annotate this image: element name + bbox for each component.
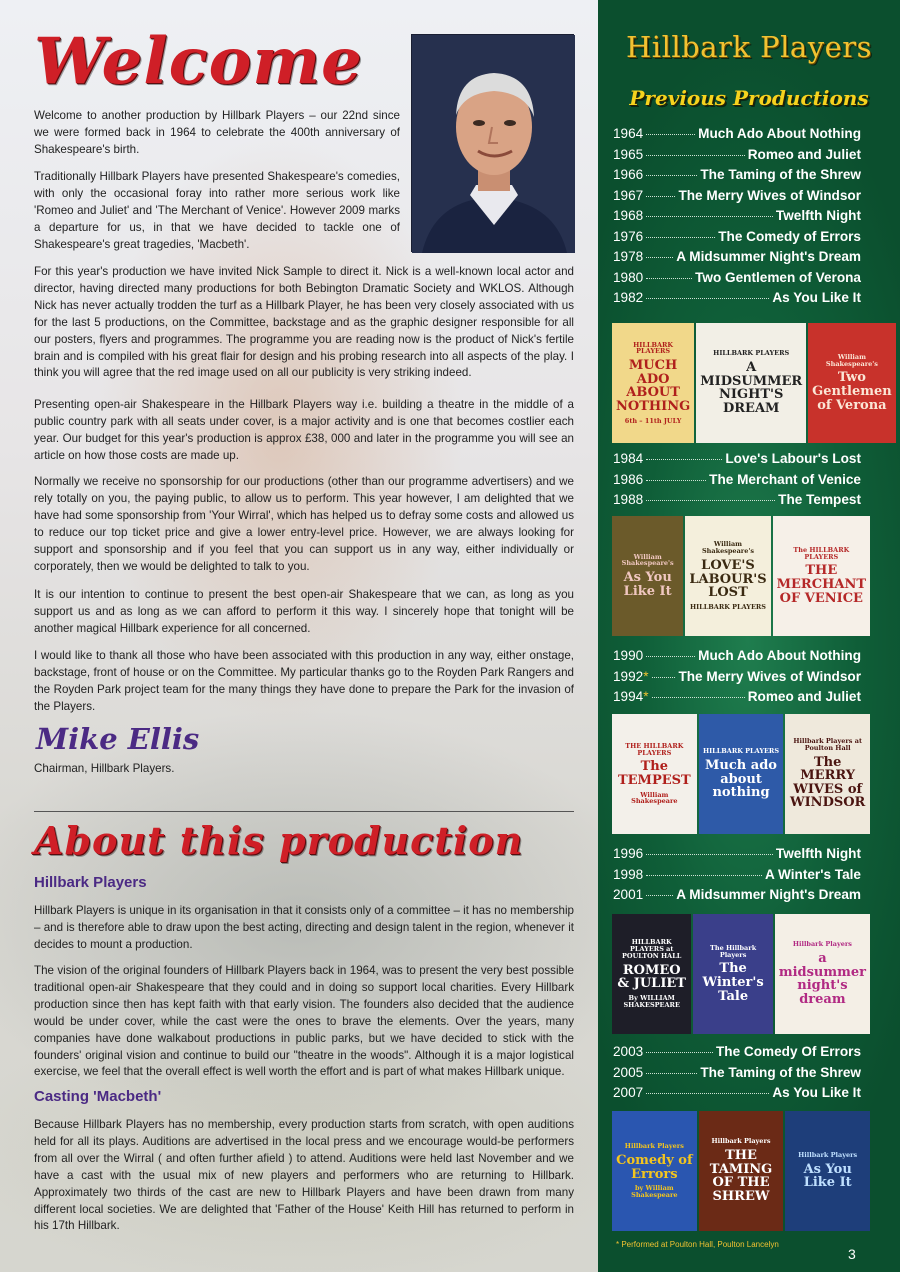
production-row (613, 270, 861, 291)
productions-list-3 (613, 648, 861, 710)
production-poster (685, 516, 770, 636)
production-title: The Merry Wives of Windsor (678, 668, 861, 684)
production-year: 1994 (613, 689, 644, 704)
page-number: 3 (848, 1246, 856, 1262)
production-title: The Taming of the Shrew (700, 167, 861, 182)
sidebar-title: Hillbark Players (626, 30, 872, 64)
poster-caption: THE HILLBARK PLAYERS (625, 741, 684, 757)
production-poster (612, 1111, 697, 1231)
production-poster (808, 323, 896, 443)
portrait-image (412, 35, 575, 253)
poster-title: Much ado about nothing (705, 757, 777, 801)
signature-role: Chairman, Hillbark Players. (34, 762, 175, 775)
poster-title: The MERRY WIVES of WINDSOR (790, 754, 866, 811)
poster-title: MUCH ADO ABOUT NOTHING (616, 358, 691, 415)
poster-caption: HILLBARK PLAYERS (633, 340, 674, 356)
welcome-paragraph-6: It is our intention to continue to present the best open-air Shakespeare that we can, as long as you support us and as long as we can afford to perform it this way. I sincerely hope that tonight will be another magical Hillbark experience for all concerned. (34, 588, 574, 635)
poster-strip-5 (612, 1111, 870, 1231)
production-year: 1992 (613, 668, 644, 684)
poster-caption: HILLBARK PLAYERS at POULTON HALL (622, 938, 682, 960)
production-title: The Merry Wives of Windsor (678, 187, 861, 203)
productions-list-1 (613, 126, 861, 311)
production-title: The Taming of the Shrew (700, 1064, 861, 1080)
poster-title: LOVE'S LABOUR'S LOST (689, 557, 767, 601)
production-row (613, 208, 861, 229)
poster-title: ROMEO & JULIET (617, 962, 686, 992)
welcome-paragraph-2: Traditionally Hillbark Players have presented Shakespeare's comedies, with only the occasional foray into rather more serious work like 'Romeo and Juliet' and 'The Merchant of Venice'. However 2009 marks a departure for us, in that we have decided to tackle one of Shakespeare's great tragedies, 'Macbeth'. (34, 170, 400, 251)
welcome-paragraph-4: Presenting open-air Shakespeare in the Hillbark Players way i.e. building a theatre in the middle of a public country park with all seats under cover, is a major activity and is one that becomes costlier each year. Our budget for this year's production is approx £38, 000 and later in the programme you will see an article on how those costs are made up. (34, 398, 574, 462)
poster-caption: William Shakespeare's (701, 540, 754, 556)
poster-caption: HILLBARK PLAYERS (713, 349, 790, 358)
production-year: 1980 (613, 269, 644, 285)
production-year: 1978 (613, 249, 644, 264)
welcome-paragraph-5: Normally we receive no sponsorship for our productions (other than our programme advertisers) and we rely totally on you, the paying public, to allow us to perform. This year however, I am delighted that we have had some sponsorship from 'Your Wirral', which has helped us to defray some costs and allowed us to reduce our top ticket price and give a lower entry-level price. However, we are always looking for support and sponsorship and if you feel that you can support us in any way, either individually or corporately, then we would be delighted to talk to you. (34, 475, 574, 573)
about-paragraph-3: Because Hillbark Players has no membership, every production starts from scratch, with open auditions held for all its plays. Auditions are advertised in the local press and we encourage would-be performers from all over the Wirral ( and often further afield ) to attend. Auditions were held last November and we have a cast with the usual mix of new players and performers who are returning to Hillbark. Approximately two thirds of the cast are new to Hillbark Players and have been drawn from many different local societies. We are delighted that 'Father of the House' Keith Hill has returned to perform in his 17th Hillbark. (34, 1118, 574, 1233)
production-year: 1996 (613, 846, 644, 861)
production-poster (612, 516, 683, 636)
production-year: 1967 (613, 187, 644, 203)
about-paragraph-2: The vision of the original founders of Hillbark Players back in 1964, was to present the very best possible traditional open-air Shakespeare that they could and in doing so support local charities. Every Hillbark production since then has kept faith with that early vision. The founders also decided that the audience would be under cover, while the cast were the ones to brave the elements. Over the years, many companies have done walkabout productions in public parks, but we have decided to stick with the founders' original vision and continue to build our "theatre in the woods". Although it is a major logistical exercise, we feel that the overall effect is well worth the effort and is part of what makes Hillbark unique. (34, 964, 574, 1079)
production-row (613, 147, 861, 168)
production-poster (699, 714, 784, 834)
production-title: Much Ado About Nothing (698, 126, 861, 141)
production-title: Twelfth Night (775, 846, 861, 861)
poster-title: The TEMPEST (617, 759, 691, 788)
production-year: 2005 (613, 1064, 644, 1080)
production-title: A Winter's Tale (764, 866, 861, 882)
poster-caption: Hillbark Players (711, 1137, 771, 1146)
production-year: 1964 (613, 126, 644, 141)
production-row (613, 290, 861, 311)
production-poster (785, 714, 870, 834)
production-title: As You Like It (772, 290, 861, 305)
production-row (613, 229, 861, 250)
production-poster (775, 914, 870, 1034)
production-year: 1990 (613, 648, 644, 663)
poster-title: A MIDSUMMER NIGHT'S DREAM (700, 360, 803, 417)
production-year: 2007 (613, 1085, 644, 1100)
poster-title: As You Like It (803, 1161, 852, 1191)
poster-caption: The HILLBARK PLAYERS (793, 545, 850, 561)
production-row (613, 846, 861, 867)
production-poster (773, 516, 870, 636)
poster-caption: The Hillbark Players (710, 943, 757, 959)
poster-title: Comedy of Errors (616, 1152, 693, 1182)
production-year: 1976 (613, 228, 644, 244)
poster-caption: Hillbark Players (798, 1150, 858, 1159)
production-poster (696, 323, 806, 443)
production-row (613, 126, 861, 147)
production-row (613, 1065, 861, 1086)
production-title: The Merchant of Venice (709, 471, 861, 487)
production-poster (693, 914, 772, 1034)
production-title: A Midsummer Night's Dream (676, 887, 861, 902)
chairman-signature: Mike Ellis (36, 722, 200, 756)
production-title: Romeo and Juliet (747, 146, 861, 162)
welcome-title: Welcome (34, 24, 363, 99)
production-row (613, 867, 861, 888)
production-year: 1968 (613, 208, 644, 223)
about-heading-hillbark: Hillbark Players (34, 874, 147, 891)
production-title: Romeo and Juliet (747, 689, 861, 704)
productions-list-4 (613, 846, 861, 908)
production-year: 1984 (613, 451, 644, 466)
production-poster (612, 714, 697, 834)
production-title: The Comedy of Errors (718, 228, 861, 244)
production-year: 1998 (613, 866, 644, 882)
welcome-paragraph-7: I would like to thank all those who have been associated with this production in any way, either onstage, backstage, front of house or on the Committee. My particular thanks go to the Royden Park Rangers and the Royden Park project team for the many things they have done to prepare the Park for the invasion of the Players. (34, 649, 574, 713)
poster-caption: William Shakespeare's (621, 552, 674, 568)
production-row (613, 451, 861, 472)
production-poster (785, 1111, 870, 1231)
productions-list-2 (613, 451, 861, 513)
poster-caption: William Shakespeare's (825, 352, 878, 368)
welcome-paragraph-1: Welcome to another production by Hillbark Players – our 22nd since we were formed back in 1964 to celebrate the 400th anniversary of Shakespeare's birth. (34, 109, 400, 156)
poster-title: The Winter's Tale (702, 961, 764, 1004)
production-row (613, 492, 861, 513)
poster-title: THE MERCHANT OF VENICE (776, 563, 866, 606)
production-poster (612, 914, 691, 1034)
production-row (613, 472, 861, 493)
production-poster (612, 323, 694, 443)
production-row (613, 669, 861, 690)
chairman-photo (411, 34, 574, 252)
asterisk-mark: * (643, 689, 649, 704)
poster-caption: 6th – 11th JULY (624, 416, 682, 425)
welcome-paragraph-3: For this year's production we have invited Nick Sample to direct it. Nick is a well-known local actor and director, having directed many productions for both Bebington Dramatic Society and WKLOS. Although Nick has never actually trodden the turf as a Hillbark Player, he has been very closely associated with us for the last 5 productions, on the Committee, backstage and as the graphic designer responsible for all our posters, flyers and programmes. The programme you are reading now is the product of Nick's fertile brain and is compiled with his great flair for design and his probing research into all aspects of the play. I think you will agree that the red image used on all our publicity is very striking indeed. (34, 265, 574, 380)
production-title: The Tempest (778, 492, 861, 507)
production-title: The Comedy Of Errors (715, 1044, 861, 1059)
poster-title: As You Like It (623, 570, 672, 599)
poster-caption: by William Shakespeare (631, 1184, 678, 1200)
poster-strip-2 (612, 516, 870, 636)
previous-productions-sidebar (598, 0, 900, 1272)
production-year: 1965 (613, 146, 644, 162)
production-year: 2001 (613, 887, 644, 902)
poster-title: a midsummer night's dream (778, 951, 866, 1008)
production-poster (699, 1111, 784, 1231)
production-title: Two Gentlemen of Verona (695, 269, 861, 285)
poster-caption: HILLBARK PLAYERS (689, 602, 766, 611)
production-row (613, 188, 861, 209)
poster-caption: By WILLIAM SHAKESPEARE (623, 994, 680, 1009)
poster-title: Two Gentlemen of Verona (812, 370, 892, 413)
poster-caption: Hillbark Players (792, 940, 852, 949)
production-row (613, 1085, 861, 1106)
poster-title: THE TAMING OF THE SHREW (709, 1148, 773, 1205)
footnote: * Performed at Poulton Hall, Poulton Lancelyn (616, 1240, 779, 1249)
production-row (613, 887, 861, 908)
production-year: 1988 (613, 492, 644, 507)
about-paragraph-1: Hillbark Players is unique in its organisation in that it consists only of a committee – it has no membership – and is therefore able to draw upon the best acting, directing and design talent in the region, whenever it decides to mount a production. (34, 904, 575, 951)
poster-strip-4 (612, 914, 870, 1034)
section-divider (34, 811, 574, 812)
production-title: Much Ado About Nothing (698, 648, 861, 663)
sidebar-subtitle: Previous Productions (629, 86, 869, 110)
production-row (613, 648, 861, 669)
production-year: 2003 (613, 1044, 644, 1059)
poster-caption: Hillbark Players at Poulton Hall (793, 736, 862, 752)
production-title: As You Like It (772, 1085, 861, 1100)
poster-caption: HILLBARK PLAYERS (702, 747, 780, 756)
production-title: Love's Labour's Lost (725, 451, 861, 466)
production-year: 1966 (613, 167, 644, 182)
production-year: 1986 (613, 471, 644, 487)
poster-caption: Hillbark Players (624, 1142, 684, 1151)
about-heading-casting: Casting 'Macbeth' (34, 1088, 162, 1105)
production-year: 1982 (613, 290, 644, 305)
production-title: Twelfth Night (775, 208, 861, 223)
production-row (613, 249, 861, 270)
productions-list-5 (613, 1044, 861, 1106)
poster-caption: William Shakespeare (631, 790, 678, 806)
asterisk-mark: * (643, 668, 649, 684)
poster-strip-3 (612, 714, 870, 834)
production-row (613, 167, 861, 188)
production-row (613, 689, 861, 710)
production-row (613, 1044, 861, 1065)
about-title: About this production (34, 818, 524, 863)
production-title: A Midsummer Night's Dream (676, 249, 861, 264)
poster-strip-1 (612, 323, 892, 443)
